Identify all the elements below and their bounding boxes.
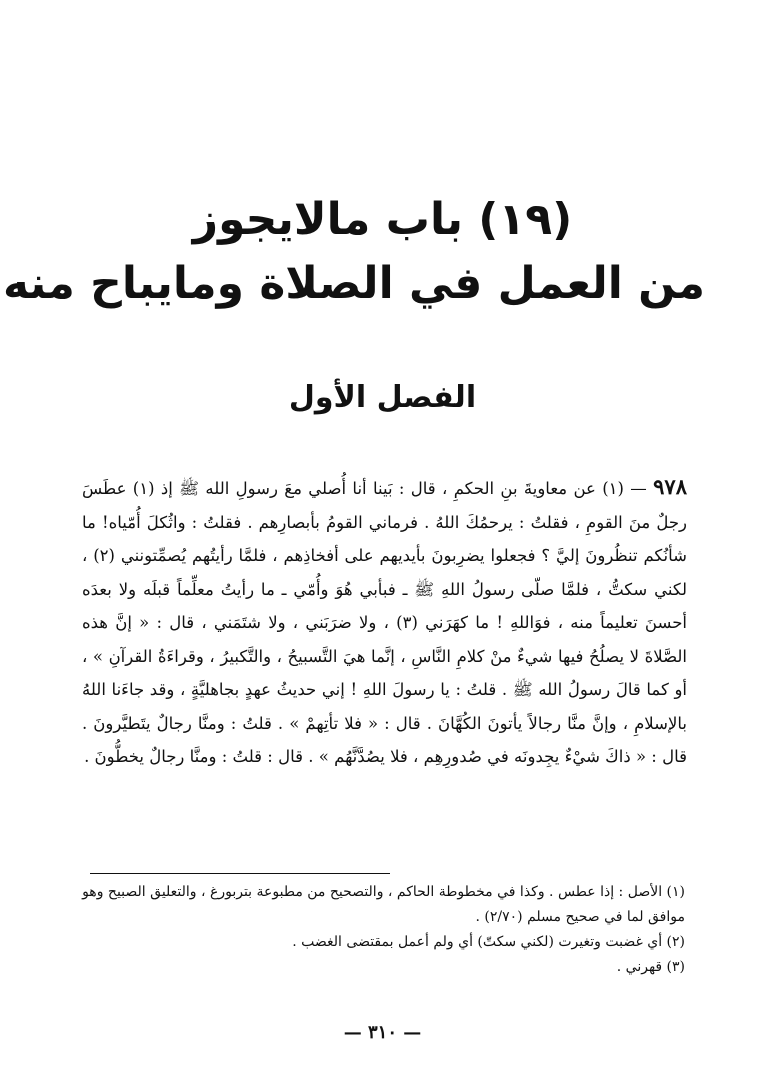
chapter-title-line-2: من العمل في الصلاة ومايباح منه [2,258,705,309]
section-title: الفصل الأول [288,380,477,415]
chapter-title-line-1: (١٩) باب مالايجوز [192,194,573,245]
hadith-text [82,470,687,774]
footnote-2: (٢) أي غضبت وتغيرت (لكني سكتّ) أي ولم أعمل بمقتضى الغضب . [292,934,685,950]
footnotes [82,880,685,980]
chapter-title [2,188,705,316]
footnote-3: (٣) قهرني . [616,959,685,975]
footnote-1: (١) الأصل : إذا عطس . وكذا في مخطوطة الحاكم ، والتصحيح من مطبوعة بتربورغ ، والتعليق الصبيح وهو موافق لما في صحيح مسلم (٢/٧٠) . [82,884,685,925]
footnote-divider [90,873,390,874]
hadith-body: — (١) عن معاويةَ بنِ الحكمِ ، قال : بَينا أنا أُصلي معَ رسولِ الله ﷺ إذ (١) عطَسَ رجلٌ منَ القومِ ، فقلتُ : يرحمُكَ اللهُ . فرماني القومُ بأبصارِهم . فقلتُ : واثُكلَ أُمّياه! ما شأنُكم تنظُرونَ إليَّ ؟ فجعلوا يضرِبونَ بأيديهم على أفخاذِهم ، فلمَّا رأيتُهم يُصمِّتونني (٢) ، لكني سكتُّ ، فلمَّا صلّى رسولُ اللهِ ﷺ ـ فبأبي هُوَ وأُمّي ـ ما رأيتُ معلِّماً قبلَه ولا بعدَه أحسنَ تعليماً منه ، فوَاللهِ ! ما كهَرَني (٣) ، ولا ضرَبَني ، ولا شتَمَني ، قال : « إنَّ هذه الصَّلاةَ لا يصلُحُ فيها شيءٌ منْ كلامِ النَّاسِ ، إنَّما هيَ التَّسبيحُ ، والتَّكبيرُ ، وقراءَةُ القرآنِ » ، أو كما قالَ رسولُ الله ﷺ . قلتُ : يا رسولَ اللهِ ! إني حديثُ عهدٍ بجاهليَّةٍ ، وقد جاءَنا اللهُ بالإسلامِ ، وإنَّ منَّا رجالاً يأتونَ الكُهَّانَ . قال : « فلا تأتِهمْ » . قلتُ : ومنَّا رجالٌ يتَطيَّرونَ . قال : « ذاكَ شيْءٌ يجِدونَه في صُدورِهِم ، فلا يصُدَّنَّهُم » . قال : قلتُ : ومنَّا رجالٌ يخطُّونَ . [82,479,687,766]
page-number: — ٣١٠ — [343,1022,422,1043]
hadith-number: ٩٧٨ [653,474,687,499]
